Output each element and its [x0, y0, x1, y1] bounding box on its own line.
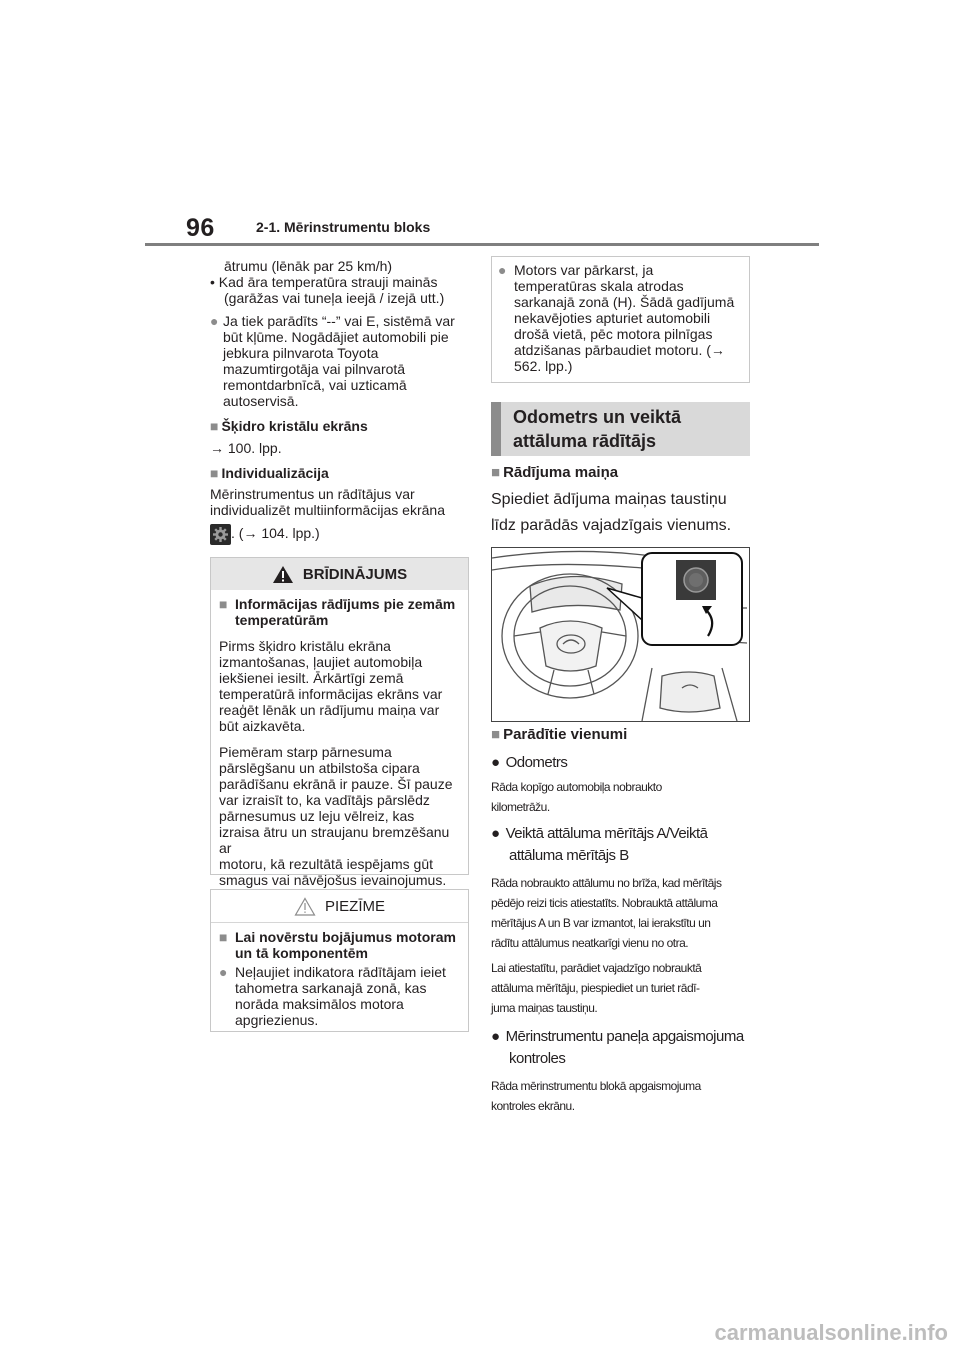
- section-heading-odometer: [491, 402, 750, 456]
- dash-bullet: [210, 313, 475, 409]
- square-bullet-icon: ■: [491, 464, 501, 481]
- display-change-line: Spiediet ādījuma maiņas taustiņu: [491, 491, 727, 508]
- item-trip-title-line: Veiktā attāluma mērītājs A/Veiktā: [505, 825, 708, 842]
- warning-line: Pirms šķidro kristālu ekrāna: [219, 638, 391, 654]
- header-rule: [145, 243, 819, 246]
- item-odometer-title: Odometrs: [505, 754, 568, 771]
- desc-line: Rāda kopīgo automobiļa nobraukto: [491, 780, 662, 794]
- bullet-dot-icon: ●: [498, 262, 507, 278]
- warning-title: BRĪDINĀJUMS: [302, 565, 408, 583]
- dash-line: mazumtirgotāja vai pilnvarotā: [223, 361, 406, 377]
- item-odometer: [491, 753, 761, 773]
- item-trip-desc: [491, 873, 761, 953]
- dash-line: Ja tiek parādīts “--” vai E, sistēmā var: [223, 313, 455, 329]
- warning-body: [211, 590, 468, 896]
- dash-line: jebkura pilnvarota Toyota: [223, 345, 379, 361]
- desc-line: Lai atiestatītu, parādiet vajadzīgo nobrauktā: [491, 961, 702, 975]
- note-box: [210, 889, 469, 1032]
- warning-line: Piemēram starp pārnesuma: [219, 744, 392, 760]
- warning-paragraph-1: [219, 638, 460, 734]
- custom-line: Mērinstrumentus un rādītājus var: [210, 486, 415, 502]
- item-panel-light: [491, 1026, 761, 1070]
- note-header: [211, 890, 468, 923]
- note-subheading: [219, 929, 460, 961]
- item-trip-meter: [491, 823, 761, 867]
- item-odometer-desc: [491, 777, 761, 817]
- bullet-dot-icon: ●: [491, 754, 500, 771]
- note-line: apgriezienus.: [235, 1012, 319, 1028]
- watermark: carmanualsonline.info: [714, 1320, 948, 1345]
- display-change-heading: [491, 463, 761, 483]
- warning-line: izraisa ātru un straujanu bremzēšanu ar: [219, 824, 450, 856]
- warning-line: temperatūrā informācijas ekrāns var: [219, 686, 443, 702]
- engine-line: 562. lpp.): [514, 358, 573, 374]
- warning-paragraph-2: [219, 744, 460, 888]
- warning-box: [210, 557, 469, 888]
- custom-ref-text: . (→ 104. lpp.): [231, 525, 320, 542]
- steering-wheel-illustration: [491, 547, 750, 722]
- item-panel-title-line: kontroles: [509, 1050, 566, 1067]
- bullet-dot-icon: ●: [491, 825, 500, 842]
- desc-line: Rāda mērinstrumentu blokā apgaismojuma: [491, 1079, 701, 1093]
- engine-line: sarkanajā zonā (H). Šādā gadījumā: [514, 294, 735, 310]
- desc-line: Rāda nobraukto attālumu no brīža, kad mērītājs: [491, 876, 722, 890]
- desc-line: pēdējo reizi ticis atiestatīts. Nobrauktā attāluma: [491, 896, 718, 910]
- displayed-items-heading: [491, 725, 761, 745]
- desc-line: kilometrāžu.: [491, 800, 550, 814]
- warning-line: iekšienei iesilt. Ārkārtīgi zemā: [219, 670, 404, 686]
- note-title: PIEZĪME: [324, 897, 385, 915]
- warning-line: smagus vai nāvējošus ievainojumus.: [219, 872, 447, 888]
- bullet-dot-icon: ●: [210, 313, 219, 329]
- settings-gear-icon: [210, 524, 231, 545]
- steering-wheel-drawing: [492, 548, 749, 721]
- square-bullet-icon: ■: [210, 465, 219, 481]
- warning-line: motoru, kā rezultātā iespējams gūt: [219, 856, 433, 872]
- lcd-heading: [210, 418, 475, 434]
- warning-header: [211, 558, 468, 590]
- bullet-dot-icon: ●: [219, 964, 228, 980]
- warning-triangle-icon: [272, 565, 294, 584]
- dash-line: autoservisā.: [223, 393, 299, 409]
- section-heading-line: Odometrs un veiktā: [513, 407, 682, 427]
- square-bullet-icon: ■: [210, 418, 219, 434]
- note-line: norāda maksimālos motora: [235, 996, 404, 1012]
- dash-line: būt kļūme. Nogādājiet automobili pie: [223, 329, 449, 345]
- warning-line: reaģēt lēnāk un rādījumu maiņa var: [219, 702, 440, 718]
- page-number: 96: [186, 214, 215, 242]
- square-bullet-icon: ■: [219, 596, 228, 612]
- engine-bullet: [492, 257, 749, 374]
- display-change-heading-text: Rādījuma maiņa: [503, 464, 619, 481]
- display-change-line: līdz parādās vajadzīgais vienums.: [491, 517, 732, 534]
- note-body: [211, 923, 468, 1036]
- custom-heading-text: Individualizācija: [221, 465, 329, 481]
- dash-line: remontdarbnīcā, vai uzticamā: [223, 377, 407, 393]
- section-title: 2-1. Mērinstrumentu bloks: [256, 219, 431, 235]
- lcd-ref: → 100. lpp.: [210, 440, 282, 456]
- square-bullet-icon: ■: [219, 929, 228, 945]
- desc-line: rādītu attālumus neatkarīgi vienu no otra.: [491, 936, 689, 950]
- note-line: Neļaujiet indikatora rādītājam ieiet: [235, 964, 446, 980]
- desc-line: attāluma mērītāju, piespiediet un turiet rādī-: [491, 981, 700, 995]
- note-subheading-line: Lai novērstu bojājumus motoram: [235, 929, 456, 945]
- caution-triangle-icon: [294, 897, 316, 916]
- warning-subheading-line: temperatūrām: [235, 612, 329, 628]
- warning-line: būt aizkavēta.: [219, 718, 306, 734]
- square-bullet-icon: ■: [491, 726, 501, 743]
- engine-note-box: [491, 256, 750, 383]
- note-bullet: [219, 964, 460, 1028]
- warning-subheading: [219, 596, 460, 628]
- note-subheading-line: un tā komponentēm: [235, 945, 369, 961]
- displayed-items-section: [491, 725, 761, 1116]
- engine-line: nekavējoties apturiet automobili: [514, 310, 711, 326]
- displayed-items-heading-text: Parādītie vienumi: [503, 726, 628, 743]
- warning-line: parādīšanu ekrānā ir pauze. Šī pauze: [219, 776, 453, 792]
- bullet-dot-icon: ●: [491, 1028, 500, 1045]
- custom-heading: [210, 465, 475, 481]
- item-panel-title-line: Mērinstrumentu paneļa apgaismojuma: [505, 1028, 744, 1045]
- desc-line: kontroles ekrānu.: [491, 1099, 575, 1113]
- lcd-heading-text: Šķidro kristālu ekrāns: [221, 418, 368, 434]
- warning-line: pārslēgšanu un atbilstoša cipara: [219, 760, 420, 776]
- item-trip-desc-2: [491, 958, 761, 1018]
- custom-line: individualizēt multiinformācijas ekrāna: [210, 502, 445, 518]
- continued-line: ātrumu (lēnāk par 25 km/h): [224, 258, 393, 274]
- note-line: tahometra sarkanajā zonā, kas: [235, 980, 427, 996]
- desc-line: juma maiņas taustiņu.: [491, 1001, 598, 1015]
- bullet-temp-line2: (garāžas vai tuneļa ieejā / izejā utt.): [224, 290, 445, 306]
- engine-line: drošā vietā, pēc motora pilnīgas: [514, 326, 713, 342]
- warning-line: pārnesumus uz leju vēlreiz, kas: [219, 808, 415, 824]
- engine-line: Motors var pārkarst, ja: [514, 262, 654, 278]
- bullet-temp-line1: • Kad āra temperatūra strauji mainās: [210, 274, 438, 290]
- item-trip-title-line: attāluma mērītājs B: [509, 847, 629, 864]
- engine-line: atdzišanas pārbaudiet motoru. (→: [514, 342, 725, 358]
- engine-line: temperatūras skala atrodas: [514, 278, 684, 294]
- display-change-section: [491, 463, 761, 539]
- warning-line: var izraisīt to, ka vadītājs pārslēdz: [219, 792, 430, 808]
- custom-ref-line: [210, 524, 475, 545]
- desc-line: mērītājus A un B var izmantot, lai ierakstītu un: [491, 916, 711, 930]
- warning-line: izmantošanas, ļaujiet automobiļa: [219, 654, 423, 670]
- warning-subheading-line: Informācijas rādījums pie zemām: [235, 596, 456, 612]
- section-heading-line: attāluma rādītājs: [513, 431, 657, 451]
- left-column: [210, 258, 475, 545]
- item-panel-desc: [491, 1076, 761, 1116]
